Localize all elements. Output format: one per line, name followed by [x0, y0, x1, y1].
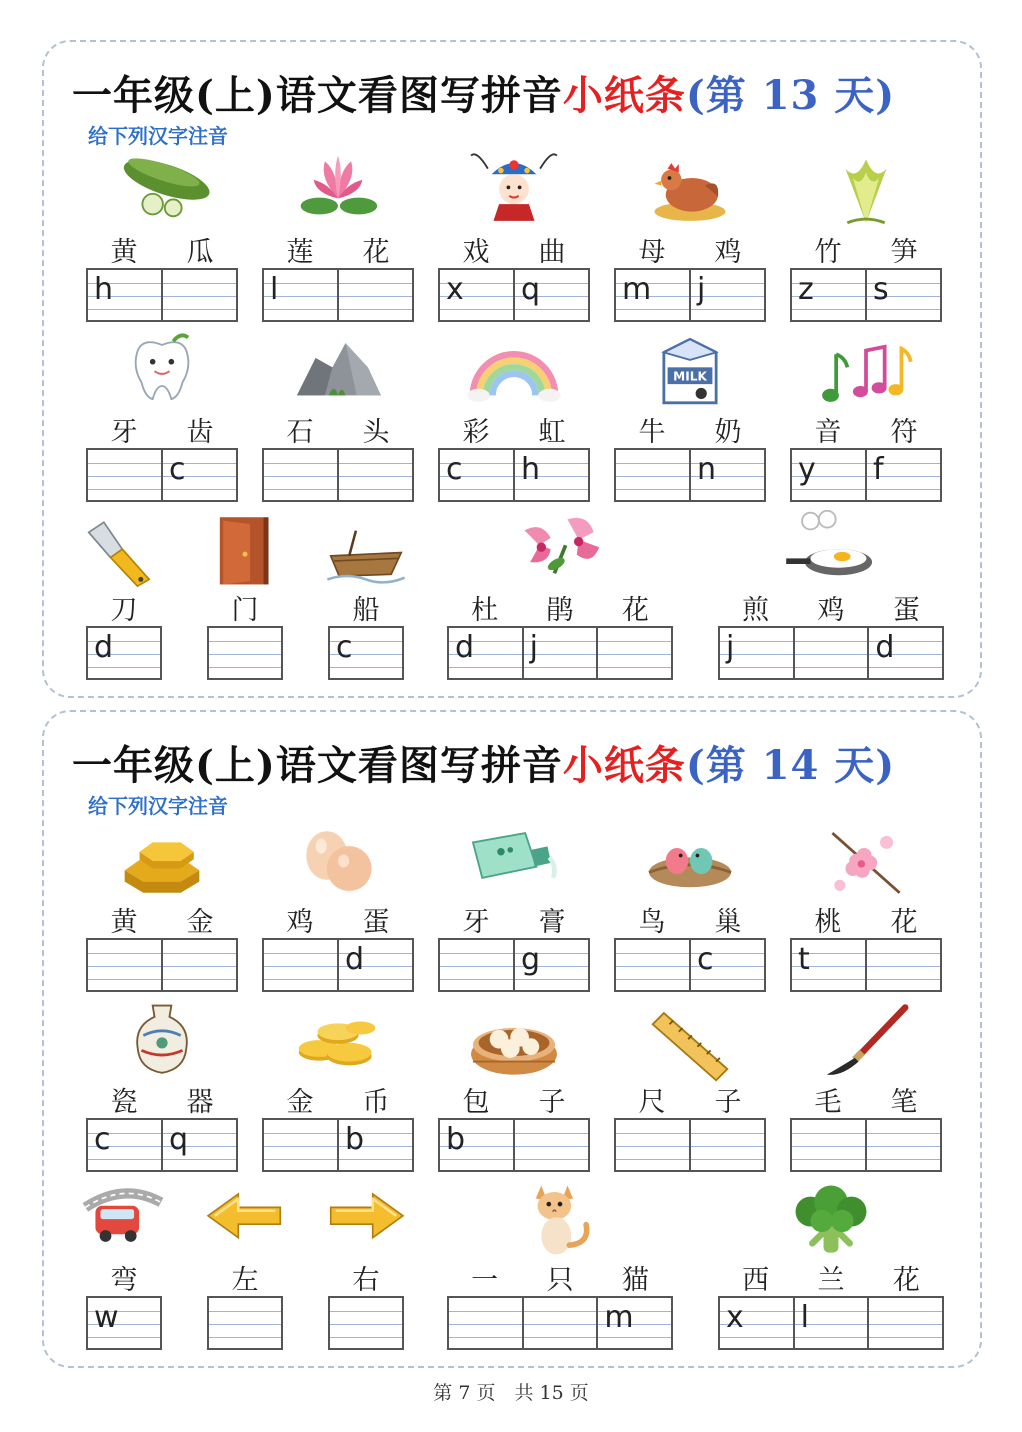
hanzi-row	[86, 1080, 238, 1116]
pinyin-write-box[interactable]	[598, 1298, 671, 1348]
hanzi-char: 包	[462, 1087, 490, 1118]
initial-hint: z	[798, 272, 814, 307]
pinyin-write-box[interactable]	[449, 1298, 524, 1348]
bird-nest-icon	[635, 820, 745, 904]
pinyin-write-box[interactable]	[515, 940, 588, 990]
pinyin-item	[438, 812, 590, 992]
hanzi-char: 花	[362, 237, 390, 268]
hanzi-row	[262, 900, 414, 936]
pinyin-item	[86, 142, 238, 322]
pinyin-item	[207, 500, 283, 680]
hanzi-char: 币	[362, 1087, 390, 1118]
pinyin-write-box[interactable]	[795, 1298, 870, 1348]
pinyin-item	[790, 142, 942, 322]
hanzi-row	[718, 588, 944, 624]
lotus-flower-icon	[283, 150, 393, 234]
hanzi-char: 笋	[890, 237, 918, 268]
pinyin-write-box[interactable]	[264, 940, 339, 990]
hanzi-char: 曲	[538, 237, 566, 268]
boat-icon	[324, 508, 408, 592]
hanzi-row	[790, 900, 942, 936]
initial-hint: c	[446, 452, 463, 487]
pinyin-box-group	[438, 448, 590, 502]
hanzi-char: 彩	[462, 417, 490, 448]
pinyin-write-box[interactable]	[330, 628, 402, 678]
initial-hint: f	[873, 452, 884, 487]
hanzi-row	[438, 230, 590, 266]
pinyin-write-box[interactable]	[616, 1120, 691, 1170]
pinyin-box-group	[790, 448, 942, 502]
pinyin-item	[262, 322, 414, 502]
pinyin-box-group	[790, 1118, 942, 1172]
hanzi-char: 门	[231, 595, 259, 626]
pinyin-item	[447, 500, 673, 680]
hanzi-char: 子	[714, 1087, 742, 1118]
hanzi-char: 鸡	[286, 907, 314, 938]
pinyin-box-group	[86, 1118, 238, 1172]
right-arrow-icon	[324, 1178, 408, 1262]
hanzi-char: 杜	[471, 595, 499, 626]
pinyin-write-box[interactable]	[515, 1120, 588, 1170]
pinyin-write-box[interactable]	[869, 628, 942, 678]
pinyin-write-box[interactable]	[88, 270, 163, 320]
pinyin-write-box[interactable]	[795, 628, 870, 678]
pinyin-box-group	[262, 268, 414, 322]
hanzi-char: 花	[890, 907, 918, 938]
pinyin-box-group	[86, 938, 238, 992]
hanzi-char: 黄	[110, 907, 138, 938]
hanzi-row	[207, 1258, 283, 1294]
initial-hint: j	[529, 630, 539, 665]
pinyin-write-box[interactable]	[720, 628, 795, 678]
hanzi-char: 尺	[638, 1087, 666, 1118]
hanzi-row	[86, 588, 162, 624]
initial-hint: d	[875, 630, 895, 665]
hanzi-char: 鸡	[817, 595, 845, 626]
hanzi-char: 器	[186, 1087, 214, 1118]
pinyin-item	[790, 992, 942, 1172]
pinyin-write-box[interactable]	[691, 450, 764, 500]
hen-icon	[635, 150, 745, 234]
pinyin-write-box[interactable]	[440, 450, 515, 500]
pinyin-item	[438, 992, 590, 1172]
page-footer: 第 7 页 共 15 页	[433, 1382, 589, 1404]
hanzi-char: 牙	[110, 417, 138, 448]
pinyin-write-box[interactable]	[792, 270, 867, 320]
pinyin-write-box[interactable]	[869, 1298, 942, 1348]
pinyin-item	[614, 142, 766, 322]
initial-hint: x	[446, 272, 464, 307]
bamboo-shoot-icon	[811, 150, 921, 234]
brush-pen-icon	[811, 1000, 921, 1084]
initial-hint: h	[521, 452, 541, 487]
pinyin-write-box[interactable]	[691, 940, 764, 990]
pinyin-item	[86, 1170, 162, 1350]
hanzi-char: 一	[471, 1265, 499, 1296]
pinyin-box-group	[438, 938, 590, 992]
pinyin-write-box[interactable]	[339, 450, 412, 500]
pinyin-item	[262, 992, 414, 1172]
tooth-icon	[107, 330, 217, 414]
fried-egg-icon	[776, 508, 886, 592]
pinyin-box-group	[438, 268, 590, 322]
hanzi-row	[614, 1080, 766, 1116]
pinyin-item	[614, 992, 766, 1172]
azalea-flower-icon	[505, 508, 615, 592]
pinyin-box-group	[328, 1296, 404, 1350]
pinyin-write-box[interactable]	[524, 1298, 599, 1348]
pinyin-box-group	[614, 938, 766, 992]
initial-hint: h	[94, 272, 114, 307]
hanzi-row	[86, 1258, 162, 1294]
day-14-title: 一年级(上)语文看图写拼音小纸条(第 14 天)	[72, 742, 896, 789]
broccoli-icon	[776, 1178, 886, 1262]
pinyin-write-box[interactable]	[88, 940, 163, 990]
pinyin-write-box[interactable]	[88, 1298, 160, 1348]
initial-hint: g	[521, 942, 541, 977]
hanzi-row	[438, 410, 590, 446]
toothpaste-icon	[459, 820, 569, 904]
hanzi-row	[262, 1080, 414, 1116]
pinyin-box-group	[447, 626, 673, 680]
pinyin-item	[790, 322, 942, 502]
pinyin-write-box[interactable]	[209, 628, 281, 678]
milk-carton-icon	[635, 330, 745, 414]
pinyin-write-box[interactable]	[209, 1298, 281, 1348]
pinyin-item	[447, 1170, 673, 1350]
pinyin-write-box[interactable]	[264, 270, 339, 320]
day-14-card	[42, 710, 982, 1368]
knife-icon	[82, 508, 166, 592]
pinyin-item	[86, 322, 238, 502]
pinyin-box-group	[614, 268, 766, 322]
initial-hint: d	[94, 630, 114, 665]
gold-bars-icon	[107, 820, 217, 904]
hanzi-row	[328, 588, 404, 624]
initial-hint: j	[726, 630, 735, 665]
pinyin-box-group	[328, 626, 404, 680]
hanzi-row	[262, 410, 414, 446]
initial-hint: l	[800, 1300, 810, 1335]
hanzi-char: 石	[286, 417, 314, 448]
initial-hint: q	[169, 1122, 189, 1157]
pinyin-item	[718, 1170, 944, 1350]
hanzi-char: 鸟	[638, 907, 666, 938]
hanzi-row	[790, 230, 942, 266]
rainbow-icon	[459, 330, 569, 414]
pinyin-write-box[interactable]	[264, 1120, 339, 1170]
hanzi-char: 奶	[714, 417, 742, 448]
steamed-buns-icon	[459, 1000, 569, 1084]
svg-text:MILK: MILK	[673, 369, 707, 384]
pinyin-write-box[interactable]	[867, 1120, 940, 1170]
hanzi-char: 桃	[814, 907, 842, 938]
pinyin-write-box[interactable]	[691, 270, 764, 320]
hanzi-char: 齿	[186, 417, 214, 448]
door-icon	[203, 508, 287, 592]
hanzi-char: 刀	[110, 595, 138, 626]
hanzi-char: 巢	[714, 907, 742, 938]
pinyin-box-group	[438, 1118, 590, 1172]
pinyin-box-group	[86, 1296, 162, 1350]
cat-icon	[505, 1178, 615, 1262]
pinyin-write-box[interactable]	[792, 450, 867, 500]
ruler-icon	[635, 1000, 745, 1084]
initial-hint: b	[345, 1122, 365, 1157]
hanzi-char: 子	[538, 1087, 566, 1118]
pinyin-box-group	[718, 626, 944, 680]
pinyin-write-box[interactable]	[792, 940, 867, 990]
hanzi-char: 金	[286, 1087, 314, 1118]
pinyin-item	[262, 142, 414, 322]
hanzi-char: 船	[352, 595, 380, 626]
pinyin-item	[614, 812, 766, 992]
initial-hint: m	[622, 272, 652, 307]
initial-hint: x	[726, 1300, 744, 1335]
initial-hint: c	[94, 1122, 111, 1157]
pinyin-box-group	[262, 448, 414, 502]
hanzi-char: 莲	[286, 237, 314, 268]
pinyin-write-box[interactable]	[616, 270, 691, 320]
pinyin-write-box[interactable]	[163, 270, 236, 320]
hanzi-char: 黄	[110, 237, 138, 268]
pinyin-write-box[interactable]	[867, 940, 940, 990]
pinyin-box-group	[86, 448, 238, 502]
hanzi-row	[790, 410, 942, 446]
pinyin-write-box[interactable]	[598, 628, 671, 678]
rock-icon	[283, 330, 393, 414]
initial-hint: d	[345, 942, 365, 977]
pinyin-item	[790, 812, 942, 992]
hanzi-row	[86, 900, 238, 936]
pinyin-write-box[interactable]	[163, 940, 236, 990]
hanzi-char: 牙	[462, 907, 490, 938]
initial-hint: c	[169, 452, 186, 487]
eggs-icon	[283, 820, 393, 904]
hanzi-char: 母	[638, 237, 666, 268]
pinyin-write-box[interactable]	[515, 450, 588, 500]
pinyin-box-group	[614, 448, 766, 502]
hanzi-char: 符	[890, 417, 918, 448]
pinyin-write-box[interactable]	[440, 940, 515, 990]
pinyin-write-box[interactable]	[88, 450, 163, 500]
opera-mask-icon	[459, 150, 569, 234]
pinyin-item	[718, 500, 944, 680]
hanzi-row	[718, 1258, 944, 1294]
day-13-card	[42, 40, 982, 698]
pinyin-box-group	[86, 268, 238, 322]
hanzi-char: 虹	[538, 417, 566, 448]
hanzi-char: 毛	[814, 1087, 842, 1118]
pinyin-write-box[interactable]	[163, 1120, 236, 1170]
pinyin-write-box[interactable]	[330, 1298, 402, 1348]
initial-hint: s	[873, 272, 889, 307]
hanzi-char: 蛋	[892, 595, 920, 626]
initial-hint: c	[336, 630, 353, 665]
hanzi-char: 牛	[638, 417, 666, 448]
hanzi-char: 膏	[538, 907, 566, 938]
pinyin-box-group	[207, 1296, 283, 1350]
hanzi-char: 左	[231, 1265, 259, 1296]
hanzi-char: 瓷	[110, 1087, 138, 1118]
hanzi-row	[86, 410, 238, 446]
day-13-title: 一年级(上)语文看图写拼音小纸条(第 13 天)	[72, 72, 896, 119]
hanzi-row	[614, 900, 766, 936]
pinyin-write-box[interactable]	[88, 628, 160, 678]
pinyin-box-group	[718, 1296, 944, 1350]
day-13-subtitle: 给下列汉字注音	[88, 124, 228, 148]
hanzi-char: 西	[742, 1265, 770, 1296]
hanzi-row	[438, 1080, 590, 1116]
pinyin-write-box[interactable]	[616, 450, 691, 500]
pinyin-box-group	[207, 626, 283, 680]
hanzi-char: 蛋	[362, 907, 390, 938]
hanzi-char: 兰	[817, 1265, 845, 1296]
initial-hint: n	[697, 452, 717, 487]
hanzi-row	[447, 588, 673, 624]
hanzi-char: 笔	[890, 1087, 918, 1118]
day-14-subtitle: 给下列汉字注音	[88, 794, 228, 818]
hanzi-char: 弯	[110, 1265, 138, 1296]
pinyin-write-box[interactable]	[339, 940, 412, 990]
hanzi-row	[328, 1258, 404, 1294]
hanzi-char: 只	[546, 1265, 574, 1296]
initial-hint: j	[697, 272, 706, 307]
pinyin-write-box[interactable]	[616, 940, 691, 990]
pinyin-box-group	[262, 938, 414, 992]
pinyin-write-box[interactable]	[264, 450, 339, 500]
initial-hint: b	[446, 1122, 466, 1157]
pinyin-write-box[interactable]	[792, 1120, 867, 1170]
hanzi-row	[207, 588, 283, 624]
porcelain-vase-icon	[107, 1000, 217, 1084]
pinyin-item	[328, 1170, 404, 1350]
pinyin-item	[438, 322, 590, 502]
pinyin-item	[86, 500, 162, 680]
pinyin-write-box[interactable]	[691, 1120, 764, 1170]
hanzi-char: 右	[352, 1265, 380, 1296]
initial-hint: d	[455, 630, 475, 665]
pinyin-write-box[interactable]	[524, 628, 599, 678]
cucumber-icon	[107, 150, 217, 234]
pinyin-box-group	[790, 938, 942, 992]
left-arrow-icon	[203, 1178, 287, 1262]
pinyin-write-box[interactable]	[339, 270, 412, 320]
hanzi-char: 竹	[814, 237, 842, 268]
pinyin-box-group	[447, 1296, 673, 1350]
pinyin-item	[86, 992, 238, 1172]
pinyin-write-box[interactable]	[163, 450, 236, 500]
pinyin-box-group	[790, 268, 942, 322]
hanzi-row	[614, 230, 766, 266]
hanzi-row	[790, 1080, 942, 1116]
pinyin-write-box[interactable]	[867, 450, 940, 500]
initial-hint: w	[94, 1300, 119, 1335]
music-notes-icon	[811, 330, 921, 414]
pinyin-write-box[interactable]	[339, 1120, 412, 1170]
initial-hint: m	[604, 1300, 634, 1335]
hanzi-char: 金	[186, 907, 214, 938]
pinyin-item	[262, 812, 414, 992]
pinyin-box-group	[86, 626, 162, 680]
pinyin-write-box[interactable]	[88, 1120, 163, 1170]
hanzi-row	[262, 230, 414, 266]
pinyin-write-box[interactable]	[449, 628, 524, 678]
pinyin-box-group	[262, 1118, 414, 1172]
peach-blossom-icon	[811, 820, 921, 904]
curve-road-car-icon	[82, 1178, 166, 1262]
pinyin-write-box[interactable]	[720, 1298, 795, 1348]
hanzi-char: 瓜	[186, 237, 214, 268]
initial-hint: c	[697, 942, 714, 977]
initial-hint: l	[270, 272, 279, 307]
gold-coins-icon	[283, 1000, 393, 1084]
hanzi-row	[86, 230, 238, 266]
pinyin-item	[207, 1170, 283, 1350]
hanzi-row	[447, 1258, 673, 1294]
pinyin-write-box[interactable]	[515, 270, 588, 320]
pinyin-item	[328, 500, 404, 680]
pinyin-write-box[interactable]	[440, 1120, 515, 1170]
pinyin-item	[438, 142, 590, 322]
hanzi-char: 音	[814, 417, 842, 448]
pinyin-item	[86, 812, 238, 992]
pinyin-write-box[interactable]	[440, 270, 515, 320]
initial-hint: q	[521, 272, 541, 307]
initial-hint: t	[798, 942, 810, 977]
hanzi-char: 鹃	[546, 595, 574, 626]
hanzi-char: 猫	[621, 1265, 649, 1296]
hanzi-char: 煎	[742, 595, 770, 626]
pinyin-item	[614, 322, 766, 502]
hanzi-row	[438, 900, 590, 936]
hanzi-char: 鸡	[714, 237, 742, 268]
pinyin-write-box[interactable]	[867, 270, 940, 320]
hanzi-row	[614, 410, 766, 446]
hanzi-char: 戏	[462, 237, 490, 268]
pinyin-box-group	[614, 1118, 766, 1172]
hanzi-char: 头	[362, 417, 390, 448]
hanzi-char: 花	[621, 595, 649, 626]
initial-hint: y	[798, 452, 816, 487]
hanzi-char: 花	[892, 1265, 920, 1296]
